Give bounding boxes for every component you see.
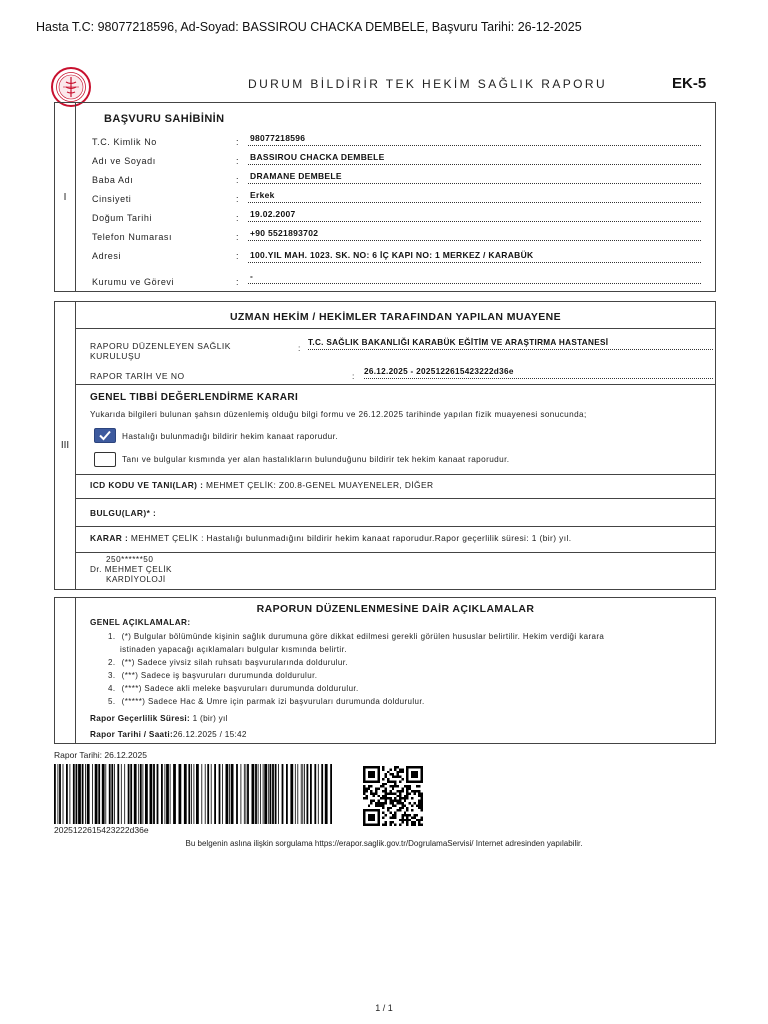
applicant-fields xyxy=(75,103,715,291)
note-item: istinaden yapacağı açıklamaları bulgular kısmında belirtir. xyxy=(120,645,347,654)
decision-text: Yukarıda bilgileri bulunan şahsın düzenlemiş olduğu bilgi formu ve 26.12.2025 tarihinde yapılan fizik muayenesi sonucunda; xyxy=(90,410,587,419)
validity-label: Rapor Geçerlilik Süresi: xyxy=(90,714,191,723)
date-value: 26.12.2025 - 2025122615423222d36e xyxy=(364,367,713,379)
form-code: EK-5 xyxy=(672,75,707,92)
note-item: 5. (*****) Sadece Hac & Umre için parmak izi başvuruları durumunda doldurulur. xyxy=(108,697,425,706)
field-value: Erkek xyxy=(248,190,701,203)
field-label: Adı ve Soyadı xyxy=(92,156,156,166)
checkbox-no-disease[interactable] xyxy=(94,428,116,443)
field-row-address: Adresi : 100.YIL MAH. 1023. SK. NO: 6 İÇ KAPI NO: 1 MERKEZ / KARABÜK xyxy=(92,247,709,265)
field-value: 98077218596 xyxy=(248,133,701,146)
doctor-id: 250******50 xyxy=(106,555,154,564)
note-item: 4. (****) Sadece akli meleke başvuruları durumunda doldurulur. xyxy=(108,684,359,693)
general-explanations-label: GENEL AÇIKLAMALAR: xyxy=(90,618,191,627)
decision-label: KARAR : xyxy=(90,533,129,543)
field-row-name: Adı ve Soyadı : BASSIROU CHACKA DEMBELE xyxy=(92,152,709,170)
org-value: T.C. SAĞLIK BAKANLIĞI KARABÜK EĞİTİM VE ARAŞTIRMA HASTANESİ xyxy=(308,338,713,350)
note-item: 2. (**) Sadece yivsiz silah ruhsatı başvurularında doldurulur. xyxy=(108,658,348,667)
explanations-section xyxy=(54,597,716,744)
decision-title: GENEL TIBBİ DEĞERLENDİRME KARARI xyxy=(90,392,299,403)
doctor-name: Dr. MEHMET ÇELİK xyxy=(90,565,173,574)
option-disease-label: Tanı ve bulgular kısmında yer alan hastalıkların bulunduğunu bildirir tek hekim kanaat raporudur. xyxy=(122,455,510,464)
option-no-disease-label: Hastalığı bulunmadığı bildirir hekim kanaat raporudur. xyxy=(122,432,338,441)
patient-summary-line: Hasta T.C: 98077218596, Ad-Soyad: BASSIROU CHACKA DEMBELE, Başvuru Tarihi: 26-12-2025 xyxy=(36,20,582,34)
report-title: DURUM BİLDİRİR TEK HEKİM SAĞLIK RAPORU xyxy=(248,77,608,91)
check-icon xyxy=(99,430,111,441)
field-label: T.C. Kimlik No xyxy=(92,137,157,147)
org-label: RAPORU DÜZENLEYEN SAĞLIK xyxy=(90,341,231,351)
field-value: 19.02.2007 xyxy=(248,209,701,222)
validity-row xyxy=(90,714,228,723)
section-title: UZMAN HEKİM / HEKİMLER TARAFINDAN YAPILAN MUAYENE xyxy=(229,311,562,323)
examination-title-bar xyxy=(76,302,715,329)
field-label: Doğum Tarihi xyxy=(92,213,153,223)
verification-note: Bu belgenin aslına ilişkin sorgulama https://erapor.saglik.gov.tr/DogrulamaServisi/ Internet adresinden yapılabilir. xyxy=(185,839,583,848)
field-row-birthdate: Doğum Tarihi : 19.02.2007 xyxy=(92,209,709,227)
field-row-institution: Kurumu ve Görevi : - xyxy=(92,273,709,291)
field-label: Adresi xyxy=(92,251,122,261)
report-datetime-label: Rapor Tarihi / Saati: xyxy=(90,730,174,739)
report-datetime-row xyxy=(90,730,247,739)
field-value: +90 5521893702 xyxy=(248,228,701,241)
barcode xyxy=(54,764,334,824)
field-row-tc: T.C. Kimlik No : 98077218596 xyxy=(92,133,709,151)
field-label: Kurumu ve Görevi xyxy=(92,277,175,287)
page-number: 1 / 1 xyxy=(375,1003,393,1013)
field-row-father: Baba Adı : DRAMANE DEMBELE xyxy=(92,171,709,189)
icd-row xyxy=(90,480,433,490)
examination-content: UZMAN HEKİM / HEKİMLER TARAFINDAN YAPILAN MUAYENE RAPORU DÜZENLEYEN SAĞLIK KURULUŞU : T.C. SAĞLIK BAKANLIĞI KARABÜK EĞİTİM VE ARAŞTIRMA HASTANESİ RAPOR TARİH VE NO : 26.12.2025 - 2025122615423222d36e GENEL TIBBİ DEĞERLENDİRME KARARI Yukarıda bilgileri bulunan şahsın düzenlemiş olduğu bilgi formu ve 26.12.2025 tarihinde yapılan fizik muayenesi sonucunda; Hastalığı bulunmadığı bildirir hekim kanaat raporudur. Tanı ve bulgular kısmında yer alan hastalıkların bulunduğunu bildirir tek hekim kanaat raporudur. ICD KODU VE TANI(LAR) : MEHMET ÇELİK: Z00.8-GENEL MUAYENELER, DİĞER BULGU(LAR)* : KARAR : MEHMET ÇELİK : Hastalığı bulunmadığını bildirir hekim kanaat raporudur.Rapor geçerlilik süresi: 1 (bir) yıl. 250******50 Dr. MEHMET ÇELİK KARDİYOLOJİ xyxy=(75,302,715,589)
explanations-content xyxy=(75,598,715,743)
section-number: III xyxy=(60,440,70,451)
checkbox-disease[interactable] xyxy=(94,452,116,467)
field-row-phone: Telefon Numarası : +90 5521893702 xyxy=(92,228,709,246)
note-item: 1. (*) Bulgular bölümünde kişinin sağlık durumuna göre dikkat edilmesi gerekli görülen hususlar belirtilir. Hekim verdiği karara xyxy=(108,632,605,641)
barcode-number: 2025122615423222d36e xyxy=(54,825,149,835)
decision-value: MEHMET ÇELİK : Hastalığı bulunmadığını bildirir hekim kanaat raporudur.Rapor geçerlilik süresi: 1 (bir) yıl. xyxy=(130,533,572,543)
field-label: Cinsiyeti xyxy=(92,194,132,204)
validity-value: 1 (bir) yıl xyxy=(192,714,228,723)
org-label-2: KURULUŞU xyxy=(90,351,141,361)
field-row-gender: Cinsiyeti : Erkek xyxy=(92,190,709,208)
field-value: DRAMANE DEMBELE xyxy=(248,171,701,184)
section-title: RAPORUN DÜZENLENMESİNE DAİR AÇIKLAMALAR xyxy=(256,603,535,615)
section-number: I xyxy=(63,191,67,203)
report-date: Rapor Tarihi: 26.12.2025 xyxy=(54,750,147,760)
findings-label: BULGU(LAR)* : xyxy=(90,508,157,518)
field-value: 100.YIL MAH. 1023. SK. NO: 6 İÇ KAPI NO: 1 MERKEZ / KARABÜK xyxy=(248,250,701,263)
qr-code xyxy=(363,766,423,826)
findings-row xyxy=(90,508,156,518)
note-item: 3. (***) Sadece iş başvuruları durumunda doldurulur. xyxy=(108,671,318,680)
icd-value: MEHMET ÇELİK: Z00.8-GENEL MUAYENELER, DİĞER xyxy=(206,480,434,490)
field-value: - xyxy=(248,271,701,284)
doctor-department: KARDİYOLOJİ xyxy=(106,575,166,584)
field-value: BASSIROU CHACKA DEMBELE xyxy=(248,152,701,165)
applicant-section xyxy=(54,102,716,292)
decision-row xyxy=(90,533,571,543)
report-datetime-value: 26.12.2025 / 15:42 xyxy=(173,730,247,739)
field-label: Baba Adı xyxy=(92,175,134,185)
section-title: BAŞVURU SAHİBİNİN xyxy=(104,113,225,125)
icd-label: ICD KODU VE TANI(LAR) : xyxy=(90,480,204,490)
date-label: RAPOR TARİH VE NO xyxy=(90,371,185,381)
examination-section xyxy=(54,301,716,590)
field-label: Telefon Numarası xyxy=(92,232,173,242)
